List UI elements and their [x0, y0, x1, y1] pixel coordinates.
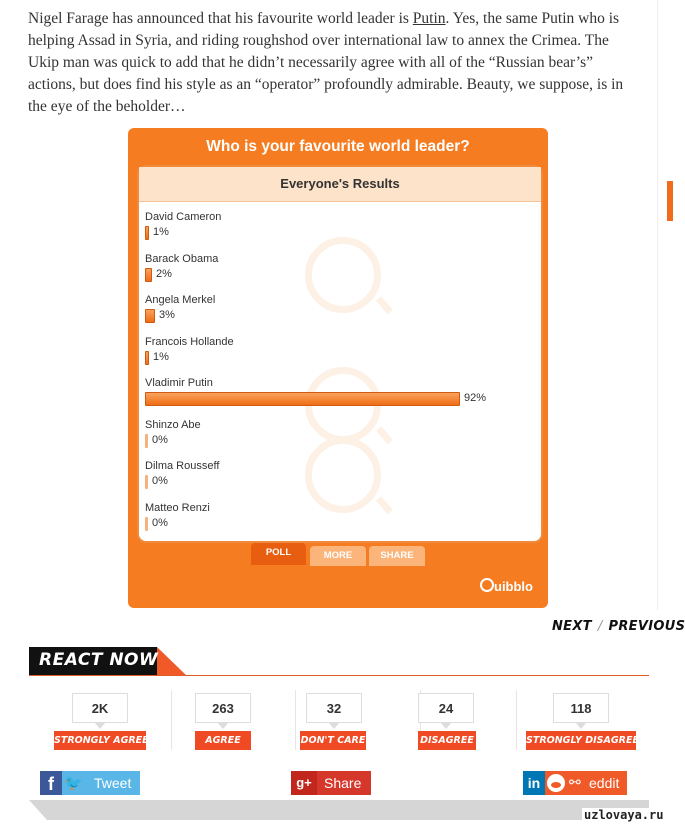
reaction-button[interactable]: DON'T CARE [300, 731, 366, 750]
poll-option-percent: 1% [153, 226, 169, 238]
poll-option-bar [145, 475, 148, 489]
poll-option-name: Shinzo Abe [145, 418, 201, 431]
reddit-alien-icon[interactable] [547, 774, 565, 792]
speech-bubble-watermark-icon [305, 437, 381, 513]
next-link[interactable]: NEXT [552, 619, 592, 634]
poll-option-percent: 1% [153, 350, 169, 363]
poll-option-percent: 92% [464, 392, 487, 404]
reaction-count: 32 [306, 693, 362, 723]
previous-link[interactable]: PREVIOUS [608, 619, 685, 634]
speech-bubble-watermark-icon [305, 237, 381, 313]
twitter-bird-icon: 🐦 [64, 775, 83, 792]
tab-more[interactable]: MORE [310, 546, 366, 566]
linkedin-icon[interactable]: in [523, 771, 545, 795]
facebook-twitter-share[interactable] [40, 771, 140, 795]
facebook-icon[interactable]: f [40, 771, 62, 795]
scroll-indicator[interactable] [667, 181, 673, 221]
poll-option-name: Barack Obama [145, 252, 219, 265]
gplus-share-label: Share [324, 775, 362, 791]
poll-option-name: Angela Merkel [145, 294, 216, 306]
reaction-count: 118 [553, 693, 609, 723]
poll-option-bar [145, 392, 460, 406]
results-heading: Everyone's Results [139, 167, 541, 202]
poll-option-bar [145, 434, 148, 448]
quibblo-logo-icon [480, 578, 494, 592]
nav-separator: / [597, 619, 603, 634]
tab-poll[interactable]: POLL [251, 543, 306, 565]
poll-option-bar [145, 309, 155, 323]
react-underline [29, 675, 649, 676]
reaction-button[interactable]: STRONGLY DISAGREE [526, 731, 636, 750]
quibblo-logo-text[interactable]: uibblo [494, 579, 533, 594]
article-text-end: . Yes, the same Putin who is helping Assad in Syria, and riding roughshod over international law to annex the Crimea. The Ukip man was quick to add that he didn’t necessarily agree with all of the “Russian bear’s” actions, but does find his style as an “operator” profoundly admirable. Beauty, we suppose, is in the eye of the beholder… [28, 10, 624, 115]
poll-option-name: David Cameron [145, 211, 222, 223]
reaction-divider [516, 690, 517, 750]
share-nodes-icon[interactable]: ⚯ [569, 774, 581, 790]
source-watermark: uzlovaya.ru [584, 808, 664, 822]
reaction-divider [171, 690, 172, 750]
article-paragraph [28, 8, 638, 118]
poll-widget [128, 128, 548, 608]
poll-option-bar [145, 268, 152, 282]
reaction-count: 2K [72, 693, 128, 723]
putin-link[interactable]: Putin [412, 10, 446, 27]
google-plus-icon: g+ [291, 771, 317, 795]
poll-option-bar [145, 517, 148, 531]
tweet-button-label: Tweet [94, 775, 132, 791]
poll-question: Who is your favourite world leader? [206, 138, 470, 155]
poll-option-name: Dilma Rousseff [145, 460, 220, 472]
poll-option-percent: 0% [152, 433, 168, 446]
reaction-count: 263 [195, 693, 251, 723]
article-nav [552, 619, 685, 634]
article-text-start: Nigel Farage has announced that his favourite world leader is [28, 10, 413, 27]
poll-option-percent: 0% [152, 516, 168, 529]
reaction-button[interactable]: STRONGLY AGREE [54, 731, 146, 750]
react-now-heading: REACT NOW [39, 650, 159, 670]
tab-share[interactable]: SHARE [369, 546, 425, 566]
reaction-count: 24 [418, 693, 474, 723]
right-divider [657, 0, 658, 610]
poll-option-percent: 0% [152, 475, 168, 487]
poll-option-bar [145, 351, 149, 365]
poll-option-name: Francois Hollande [145, 335, 234, 348]
google-plus-share[interactable] [291, 771, 371, 795]
reaction-button[interactable]: DISAGREE [418, 731, 476, 750]
poll-option-percent: 3% [159, 309, 175, 321]
reddit-label: eddit [589, 775, 620, 791]
reaction-divider [295, 690, 296, 750]
poll-option-name: Matteo Renzi [145, 501, 210, 514]
linkedin-reddit-share[interactable] [523, 771, 627, 795]
poll-option-bar [145, 226, 149, 240]
reaction-button[interactable]: AGREE [195, 731, 251, 750]
poll-option-percent: 2% [156, 267, 172, 280]
footer-stripe [29, 800, 649, 820]
poll-option-name: Vladimir Putin [145, 377, 213, 389]
results-panel [137, 165, 543, 543]
